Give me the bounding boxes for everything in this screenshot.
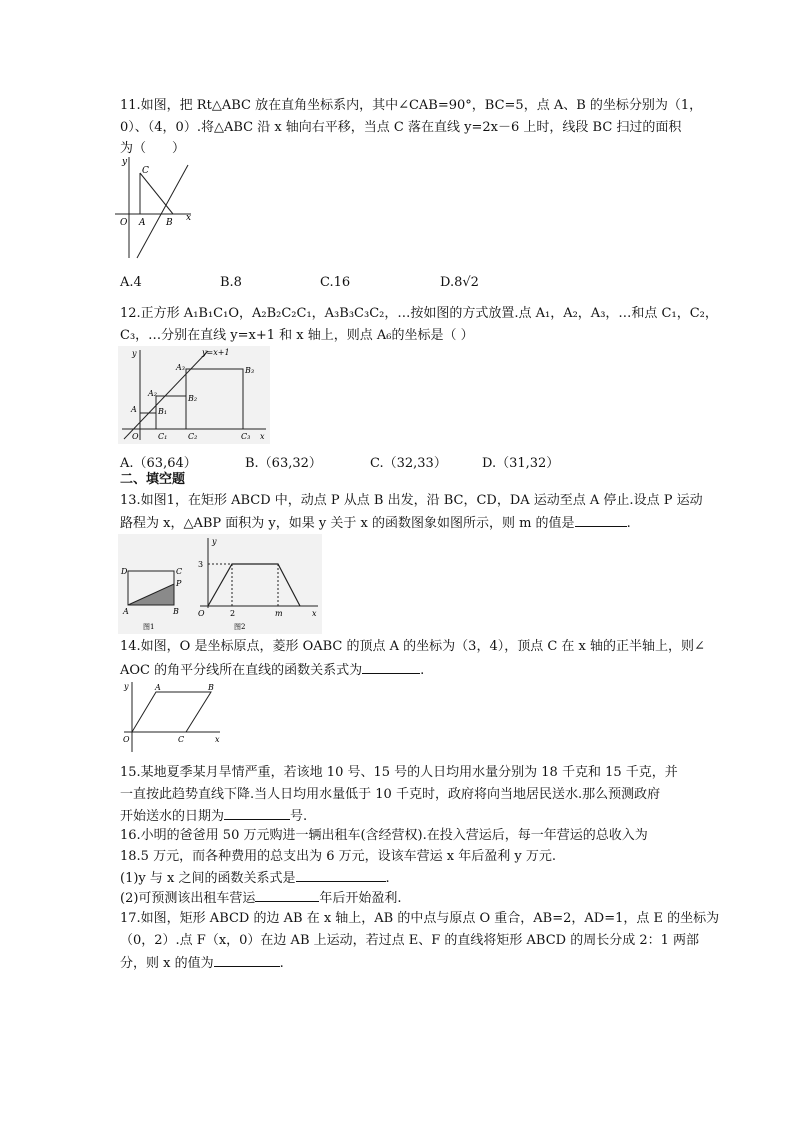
q14-line1: 14.如图，O 是坐标原点，菱形 OABC 的顶点 A 的坐标为（3，4），顶点 C 在 x 轴的正半轴上，则∠ [120,639,705,654]
q16-line2: 18.5 万元，而各种费用的总支出为 6 万元，设该车营运 x 年后盈利 y 万元. [120,849,556,864]
q14-label-x: x [215,735,220,744]
q13-fig1-caption: 图1 [143,623,155,631]
q16-answer-blank-2[interactable] [255,889,319,902]
q12-label-c1: C₁ [158,432,168,441]
q15-line3 [120,807,307,826]
q12-line2: C₃，…分别在直线 y=x+1 和 x 轴上，则点 A₆的坐标是（ ） [120,328,474,343]
q11-label-o: O [120,218,128,228]
q13-label-d: D [121,567,128,576]
q13-line2 [120,514,631,533]
q11-option-b: B.8 [220,275,242,290]
q13-label-c: C [176,567,183,576]
q11-option-a: A.4 [120,275,142,290]
q13-label-p: P [176,579,182,588]
q13-fig2-label-y: y [212,537,217,546]
q16-line4-end: 年后开始盈利. [319,891,402,906]
q14-answer-blank[interactable] [362,661,420,674]
q14-label-o: O [123,735,130,744]
q12-label-c3: C₃ [241,432,251,441]
q12-label-b3: B₃ [245,366,255,375]
q17-line3-end: . [279,956,284,971]
q11-label-a: A [139,218,146,228]
q12-label-a1: A [131,405,137,414]
q11-option-c: C.16 [320,275,351,290]
section-title-fill-in: 二、填空题 [120,472,186,487]
q13-line1: 13.如图1，在矩形 ABCD 中，动点 P 从点 B 出发，沿 BC，CD，DA 运动至点 A 停止.设点 P 运动 [120,493,703,508]
q13-answer-blank[interactable] [575,514,627,527]
q15-line1: 15.某地夏季某月旱情严重，若该地 10 号、15 号的人日均用水量分别为 18 千克和 15 千克，并 [120,765,678,780]
q15-line3-end: 号. [290,809,308,824]
q13-fig2-background [190,534,322,634]
q12-label-x: x [260,432,265,441]
q14-rhombus-oabc [132,692,211,732]
q14-label-b: B [208,683,214,692]
q13-fig2-label-o: O [198,609,205,618]
q13-fig2-label-2: 2 [230,609,236,618]
q15-line3-text: 开始送水的日期为 [120,809,225,824]
q16-answer-blank-1[interactable] [296,869,386,882]
q14-label-a: A [155,683,161,692]
q14-line2-text: AOC 的角平分线所在直线的函数关系式为 [120,663,363,678]
q13-fig2-caption: 图2 [234,623,246,631]
q11-side-bc [140,173,173,214]
q11-label-y: y [122,157,128,167]
q13-fig2-label-m: m [275,609,283,618]
q12-label-a3: A₃ [176,363,185,372]
q11-figure [115,155,195,265]
q15-line2: 一直按此趋势直线下降.当人日均用水量低于 10 千克时，政府将向当地居民送水.那么预测政府 [120,787,661,802]
q14-label-c: C [178,735,185,744]
q16-line4-text: (2)可预测该出租车营运 [120,891,256,906]
q15-answer-blank[interactable] [224,807,290,820]
q16-line3-end: . [385,871,390,886]
q13-fig2-label-3: 3 [198,560,204,569]
q14-line2-end: . [420,663,425,678]
q13-label-b: B [173,607,179,616]
q12-option-d: D.（31,32） [482,456,560,471]
q14-label-y: y [124,682,129,691]
q12-figure [118,346,270,444]
q12-label-c2: C₂ [188,432,198,441]
q17-answer-blank[interactable] [214,954,280,967]
q17-line3 [120,954,284,973]
q12-label-y: y [132,349,137,358]
q17-line1: 17.如图，矩形 ABCD 的边 AB 在 x 轴上，AB 的中点与原点 O 重合，AB=2，AD=1，点 E 的坐标为 [120,911,720,926]
q12-label-b2: B₂ [188,394,198,403]
q12-option-c: C.（32,33） [370,456,447,471]
q12-option-a: A.（63,64） [120,456,197,471]
q16-line1: 16.小明的爸爸用 50 万元购进一辆出租车(含经营权).在投入营运后，每一年营运的总收入为 [120,828,648,843]
q14-figure [118,680,223,754]
q13-figure1 [118,534,190,634]
q11-line1: 11.如图，把 Rt△ABC 放在直角坐标系内，其中∠CAB=90°，BC=5，点 A、B 的坐标分别为（1， [120,98,703,113]
q17-line3-text: 分，则 x 的值为 [120,956,214,971]
q13-label-a: A [123,607,129,616]
q12-label-line: y=x+1 [202,348,230,357]
q12-option-b: B.（63,32） [245,456,322,471]
q11-line3: 为（ ） [120,141,186,156]
q16-line3 [120,869,390,888]
q11-line2: 0）、（4，0）.将△ABC 沿 x 轴向右平移，当点 C 落在直线 y=2x－6 上时，线段 BC 扫过的面积 [120,120,682,135]
q12-label-o: O [132,432,139,441]
q14-line2 [120,661,424,680]
q11-label-b: B [166,218,173,228]
q16-line4 [120,889,402,908]
q12-line1: 12.正方形 A₁B₁C₁O，A₂B₂C₂C₁，A₃B₃C₃C₂，…按如图的方式放置.点 A₁，A₂，A₃，…和点 C₁，C₂， [120,306,718,321]
q12-label-a2: A₂ [148,389,157,398]
q12-label-b1: B₁ [158,407,168,416]
q13-line2-text: 路程为 x，△ABP 面积为 y，如果 y 关于 x 的函数图象如图所示，则 m 的值是 [120,516,575,531]
q13-line2-end: . [626,516,631,531]
q17-line2: （0，2）.点 F（x，0）在边 AB 上运动，若过点 E、F 的直线将矩形 ABCD 的周长分成 2：1 两部 [120,933,700,948]
q11-label-c: C [142,166,149,176]
q13-fig2-label-x: x [312,609,317,618]
q13-figure2 [190,534,322,634]
q16-line3-text: (1)y 与 x 之间的函数关系式是 [120,871,296,886]
q11-label-x: x [186,213,192,223]
q11-option-d: D.8√2 [440,275,479,290]
